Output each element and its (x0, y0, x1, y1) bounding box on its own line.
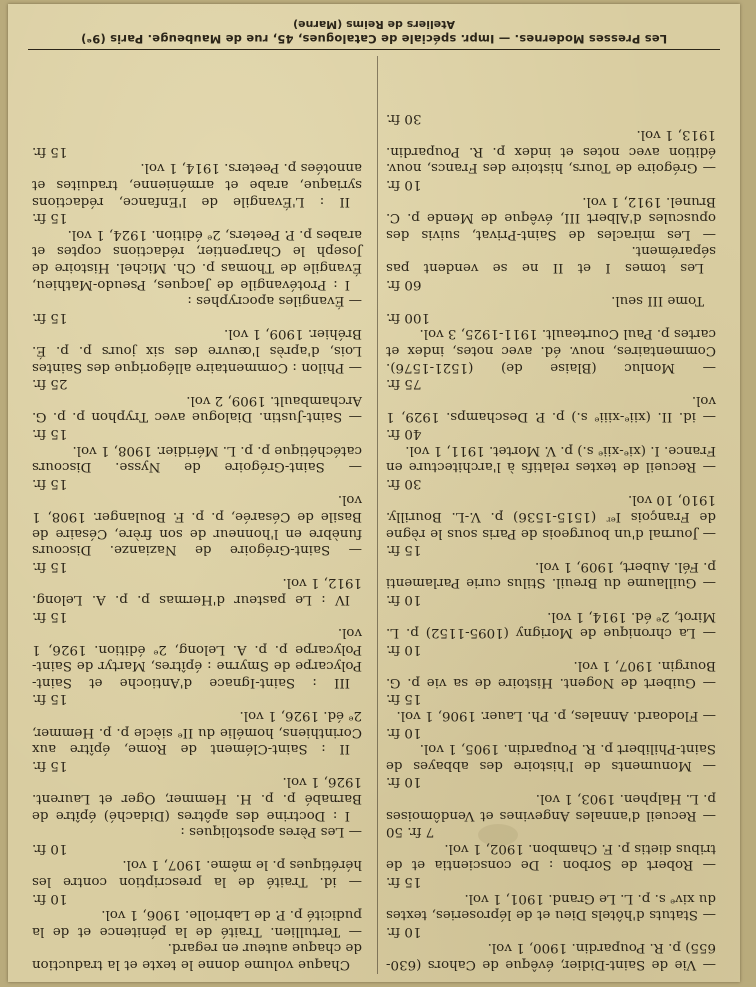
entry-price: 30 fr. (386, 475, 422, 491)
entry-price: 10 fr. (386, 177, 422, 193)
catalogue-entry: Tome III seul. (611, 293, 704, 309)
entry-price: 15 fr. (32, 558, 68, 574)
catalogue-entry: — Robert de Sorbon : De conscientia et de tribus dietis p. F. Chambon. 1902, 1 vol. (386, 840, 716, 873)
entry-price: 15 fr. (32, 757, 68, 773)
catalogue-entry: — Statuts d'hôtels Dieu et de léproseries, textes du xivᵉ s. p. L. Le Grand. 1901, 1 vol. (386, 890, 716, 923)
catalogue-entry: — Saint-Grégoire de Nysse. Discours catéchétique p. p. L. Méridier. 1908, 1 vol. (32, 442, 362, 475)
catalogue-entry: — La chronique de Morigny (1095-1152) p. L. Mirot, 2ᵉ éd. 1914, 1 vol. (386, 608, 716, 641)
catalogue-entry: — Vie de Saint-Didier, évêque de Cahors (630-655) p. R. Poupardin. 1900, 1 vol. (386, 940, 716, 972)
footer-location-line: Ateliers de Reims (Marne) (293, 18, 455, 31)
entry-price: 7 fr. 50 (386, 824, 435, 840)
catalogue-entry: — Tertullien. Traité de la pénitence et de la pudicité p. P. de Labriolle. 1906, 1 vol. (32, 907, 362, 939)
catalogue-entry: I : Doctrine des apôtres (Didaché) épître de Barnabé p. p. H. Hemmer, Oger et Laurent. 1926, 1 vol. (32, 774, 362, 823)
catalogue-page (8, 4, 740, 982)
entry-price: 15 fr. (32, 309, 68, 325)
upside-down-content (8, 4, 740, 982)
catalogue-entry: II : L'Évangile de l'Enfance, rédactions syriaque, arabe et arménienne, traduites et annotées p. Peeters. 1914, 1 vol. (32, 160, 362, 209)
catalogue-entry: — Recueil de textes relatifs à l'architecture en France. I. (xiᵉ-xiiᵉ s.) p. V. Mortet. 1911, 1 vol. (386, 442, 716, 475)
entry-price: 15 fr. (386, 542, 422, 558)
catalogue-entry: — id. Traité de la prescription contre les hérétiques p. le même. 1907, 1 vol. (32, 857, 362, 890)
catalogue-entry: — Les miracles de Saint-Privat, suivis des opuscules d'Albert III, évêque de Mende p. C. Brunel. 1912, 1 vol. (386, 193, 716, 242)
catalogue-entry: — id. II. (xiiᵉ-xiiiᵉ s.) p. P. Deschamps. 1929, 1 vol. (386, 392, 716, 425)
catalogue-entry: Chaque volume donne le texte et la traduction de chaque auteur en regard. (32, 940, 362, 972)
entry-price: 10 fr. (386, 591, 422, 607)
column-divider (377, 56, 378, 974)
footer-rule (28, 49, 720, 50)
entry-price: 15 fr. (32, 210, 68, 226)
catalogue-entry: — Guillaume du Breuil. Stilus curie Parlamenti p. Fél. Aubert, 1909, 1 vol. (386, 558, 716, 591)
catalogue-entry: — Les Pères apostoliques : (180, 824, 362, 840)
footer-printer-line: Les Presses Modernes. — Impr. spéciale de Catalogues, 45, rue de Maubeuge. Paris (9ᵉ) (80, 32, 668, 46)
catalogue-entry: — Recueil d'annales Angevines et Vendômoises p. L. Halphen. 1903, 1 vol. (386, 791, 716, 823)
entry-price: 10 fr. (386, 724, 422, 740)
catalogue-entry: — Philon : Commentaire allégorique des Saintes Lois, d'après l'œuvre des six jours p. p. É. Bréhier. 1909, 1 vol. (32, 326, 362, 375)
left-column (386, 109, 716, 972)
entry-price: 15 fr. (32, 475, 68, 491)
entry-price: 10 fr. (386, 641, 422, 657)
entry-price: 30 fr. (386, 110, 422, 126)
entry-price: 10 fr. (32, 890, 68, 906)
catalogue-entry: IV : Le pasteur d'Hermas p. p. A. Lelong. 1912, 1 vol. (32, 575, 362, 607)
catalogue-entry: — Journal d'un bourgeois de Paris sous le règne de François Iᵉʳ (1515-1536) p. V.-L. Bourilly. 1910, 10 vol. (386, 492, 716, 541)
entry-price: 25 fr. (32, 376, 68, 392)
entry-price: 100 fr. (386, 309, 430, 325)
catalogue-entry: — Guibert de Nogent. Histoire de sa vie p. G. Bourgin. 1907, 1 vol. (386, 658, 716, 690)
catalogue-entry: III : Saint-Ignace d'Antioche et Saint-Polycarpe de Smyrne : épîtres, Martyr de Saint-Polycarpe p. p. A. Lelong, 2ᵉ édition. 1926, 1 vol. (32, 625, 362, 690)
entry-price: 10 fr. (386, 774, 422, 790)
entry-price: 15 fr. (32, 691, 68, 707)
catalogue-entry: — Flodoard. Annales, p. Ph. Lauer. 1906, 1 vol. (396, 708, 716, 724)
entry-price: 15 fr. (386, 691, 422, 707)
entry-price: 15 fr. (32, 426, 68, 441)
printer-footer (28, 18, 720, 46)
catalogue-entry: I : Protévangile de Jacques, Pseudo-Mathieu, Évangile de Thomas p. Ch. Michel. Histoire de Joseph le Charpentier, rédactions coptes et arabes p. P. Peeters, 2ᵉ édition. 1924, 1 vol. (32, 226, 362, 292)
catalogue-entry: — Saint-Grégoire de Nazianze. Discours funèbre en l'honneur de son frère, Césaire de Basile de Césarée, p. p. F. Boulanger. 1908, 1 vol. (32, 492, 362, 558)
entry-price: 40 fr. (386, 426, 422, 441)
entry-price: 15 fr. (32, 608, 68, 624)
catalogue-entry: — Saint-Justin. Dialogue avec Tryphon p. p. G. Archambault. 1909, 2 vol. (32, 392, 362, 425)
entry-price: 10 fr. (32, 840, 68, 856)
entry-price: 15 fr. (386, 874, 422, 890)
catalogue-entry: — Monluc (Blaise de) (1521-1576). Commentaires, nouv. éd. avec notes, index et cartes p. Paul Courteault. 1911-1925, 3 vol. (386, 326, 716, 375)
entry-price: 10 fr. (386, 923, 422, 939)
right-column (32, 142, 362, 972)
catalogue-entry: — Grégoire de Tours, histoire des Francs, nouv. édition avec notes et index p. R. Poupardin. 1913, 1 vol. (386, 127, 716, 176)
entry-price: 75 fr. (386, 376, 422, 392)
catalogue-entry: II : Saint-Clément de Rome, épître aux Corinthiens, homélie du IIᵉ siècle p. p. Hemmer, 2ᵉ éd. 1926, 1 vol. (32, 708, 362, 757)
catalogue-entry: Les tomes I et II ne se vendent pas séparément. (386, 243, 716, 276)
catalogue-entry: — Évangiles apocryphes : (187, 293, 362, 309)
entry-price: 15 fr. (32, 143, 68, 159)
entry-price: 60 fr. (386, 276, 422, 292)
catalogue-entry: — Monuments de l'histoire des abbayes de Saint-Philibert p. R. Poupardin. 1905, 1 vol. (386, 741, 716, 773)
